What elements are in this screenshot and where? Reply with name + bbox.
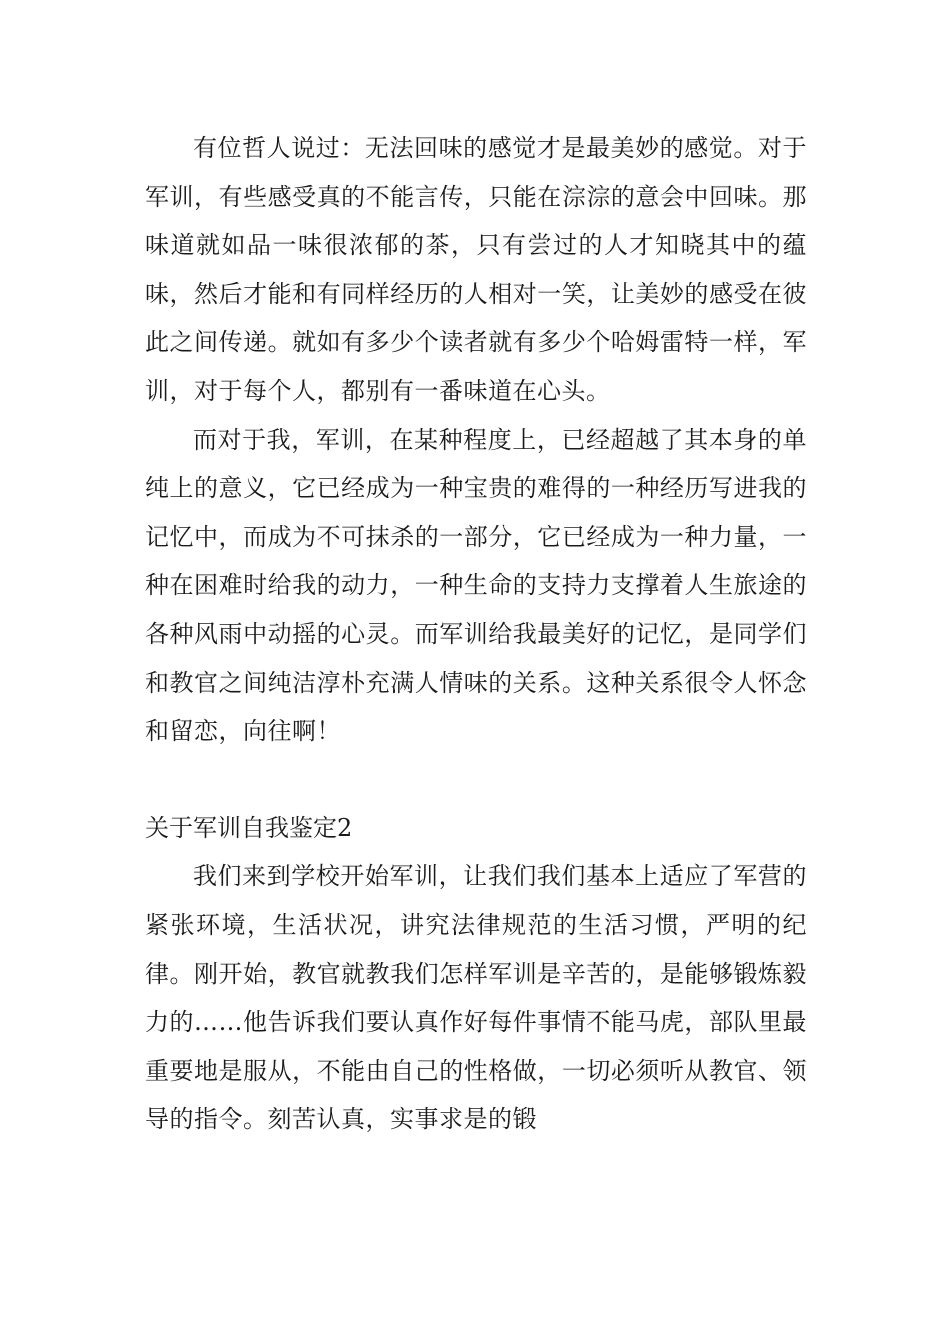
section-paragraph-1: 我们来到学校开始军训，让我们我们基本上适应了军营的紧张环境，生活状况，讲究法律规范的生活习惯，严明的纪律。刚开始，教官就教我们怎样军训是辛苦的，是能够锻炼毅力的……他告诉我们要认真作好每件事情不能马虎，部队里最重要地是服从，不能由自己的性格做，一切必须听从教官、领导的指令。刻苦认真，实事求是的锻 [145, 862, 807, 1134]
paragraph-1: 有位哲人说过：无法回味的感觉才是最美妙的感觉。对于军训，有些感受真的不能言传，只能在淙淙的意会中回味。那味道就如品一味很浓郁的茶，只有尝过的人才知晓其中的蕴味，然后才能和有同样经历的人相对一笑，让美妙的感受在彼此之间传递。就如有多少个读者就有多少个哈姆雷特一样，军训，对于每个人，都别有一番味道在心头。 [145, 134, 807, 405]
paragraph-2: 而对于我，军训，在某种程度上，已经超越了其本身的单纯上的意义，它已经成为一种宝贵的难得的一种经历写进我的记忆中，而成为不可抹杀的一部分，它已经成为一种力量，一种在困难时给我的动力，一种生命的支持力支撑着人生旅途的各种风雨中动摇的心灵。而军训给我最美好的记忆，是同学们和教官之间纯洁淳朴充满人情味的关系。这种关系很令人怀念和留恋，向往啊！ [145, 425, 807, 746]
section-title: 关于军训自我鉴定2 [145, 813, 353, 842]
document-body [145, 124, 807, 1144]
